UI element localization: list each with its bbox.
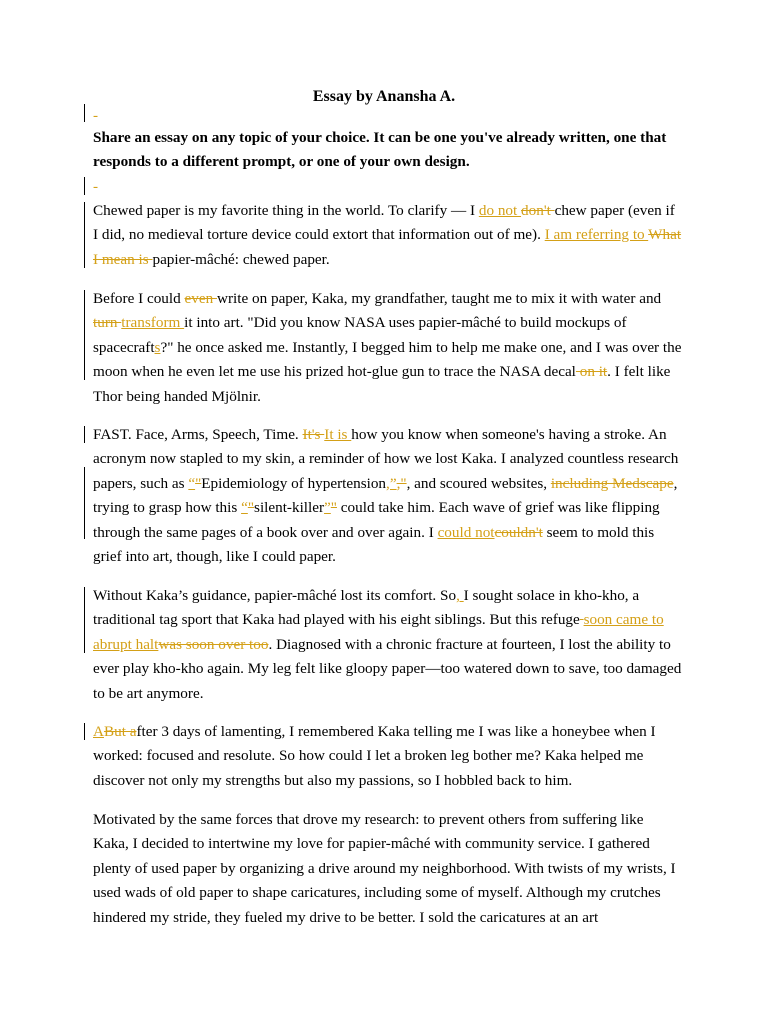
inserted-text: It is <box>324 426 352 443</box>
body-text: Before I could <box>93 290 185 307</box>
body-text: FAST. Face, Arms, Speech, Time. <box>93 426 303 443</box>
body-text: it into art. "Did you know NASA uses papier-mâché to build mockups of spacecraft <box>93 314 627 356</box>
page-title: Essay by Anansha A. <box>312 88 456 105</box>
deleted-text: don't <box>521 202 555 219</box>
inserted-text: ,” <box>386 474 397 492</box>
body-text: Chewed paper is my favorite thing in the world. To clarify — I <box>93 202 479 219</box>
deleted-text: " <box>247 499 255 517</box>
deleted-text: It's <box>302 426 325 443</box>
body-text: Motivated by the same forces that drove my research: to prevent others from suffering like Kaka, I decided to intertwine my love for papier-mâché with community service. I gathered plenty of used paper by organizing a drive around my neighborhood. With twists of my wrists, I used wads of old paper to shape caricatures, including some of myself. Although my crutches hindered my stride, they fueled my drive to be better. I sold the caricatures at an art <box>93 811 676 926</box>
deleted-text: But a <box>103 723 137 740</box>
body-text: silent-killer <box>254 499 325 517</box>
change-bar <box>84 587 85 653</box>
body-text: chew paper (even if I did, no medieval torture device could extort that information out of me). <box>93 202 675 244</box>
body-text: . I felt like Thor being handed Mjölnir. <box>93 363 671 405</box>
deleted-text: couldn't <box>494 523 543 541</box>
body-text: could take him. Each wave of grief was like flipping through the same pages of a book over and over again. I <box>93 499 660 541</box>
essay-prompt: Share an essay on any topic of your choice. It can be one you've already written, one that responds to a different prompt, or one of your own design. <box>93 129 667 171</box>
body-text: ?" he once asked me. Instantly, I begged him to help me make one, and I was over the moon when he even let me use his prized hot-glue gun to trace the NASA decal <box>93 338 682 381</box>
inserted-text: A <box>93 723 104 740</box>
change-bar <box>84 290 85 380</box>
paragraph <box>93 199 683 272</box>
paragraph <box>93 423 683 569</box>
deleted-text: turn <box>93 314 122 332</box>
change-bar <box>84 202 85 268</box>
inserted-text: “ <box>188 474 196 492</box>
inserted-text: s <box>154 338 161 356</box>
inserted-text: transform <box>121 314 185 332</box>
body-text: , and scoured websites, <box>406 474 551 492</box>
body-text: how you know when someone's having a stroke. An acronym now stapled to my skin, a reminder of how we lost Kaka. I analyzed countless research papers, such as <box>93 426 679 492</box>
body-text: . Diagnosed with a chronic fracture at fourteen, I lost the ability to ever play kho-kho again. My leg felt like gloopy paper—too watered down to save, too damaged to be art anymore. <box>93 635 682 702</box>
revision-dash: - <box>93 107 99 124</box>
inserted-text: I am referring to <box>544 226 649 244</box>
change-bar <box>84 426 85 443</box>
paragraph <box>93 808 683 930</box>
inserted-text: could not <box>437 523 495 541</box>
deleted-text: was soon over too <box>158 635 269 653</box>
body-text: Without Kaka’s guidance, papier-mâché lost its comfort. So <box>93 587 457 604</box>
body-text: fter 3 days of lamenting, I remembered Kaka telling me I was like a honeybee when I worked: focused and resolute. So how could I let a broken leg bother me? Kaka helped me discover not only my strengths but also my passions, so I hobbled back to him. <box>93 723 656 789</box>
body-text: Epidemiology of hypertension <box>201 474 387 492</box>
paragraph <box>93 720 683 793</box>
paragraph <box>93 584 683 706</box>
body-text: I sought solace in kho-kho, a traditional tag sport that Kaka had played with his eight siblings. But this refuge <box>93 587 640 629</box>
deleted-text: " <box>330 499 337 517</box>
inserted-text: soon came to abrupt halt <box>93 611 664 653</box>
change-bar <box>84 104 85 122</box>
body-text: , trying to grasp how this <box>93 474 678 517</box>
revision-dash: - <box>93 178 99 195</box>
body-text: papier-mâché: chewed paper. <box>152 250 330 268</box>
inserted-text: do not <box>478 202 522 219</box>
body-text: write on paper, Kaka, my grandfather, taught me to mix it with water and <box>216 290 662 307</box>
deleted-text: even <box>184 290 217 307</box>
inserted-text: “ <box>241 499 248 517</box>
deleted-text: including Medscape <box>550 474 674 492</box>
inserted-text: ” <box>324 499 331 517</box>
change-bar <box>84 467 85 539</box>
deleted-text: What I mean is <box>93 226 682 268</box>
deleted-text: ," <box>396 474 407 492</box>
deleted-text: " <box>195 474 202 492</box>
paragraph <box>93 287 683 409</box>
inserted-text: , <box>456 587 464 604</box>
deleted-text: on it <box>575 363 608 381</box>
body-text: seem to mold this grief into art, though, like I could paper. <box>93 523 655 566</box>
change-bar <box>84 723 85 740</box>
change-bar <box>84 177 85 195</box>
